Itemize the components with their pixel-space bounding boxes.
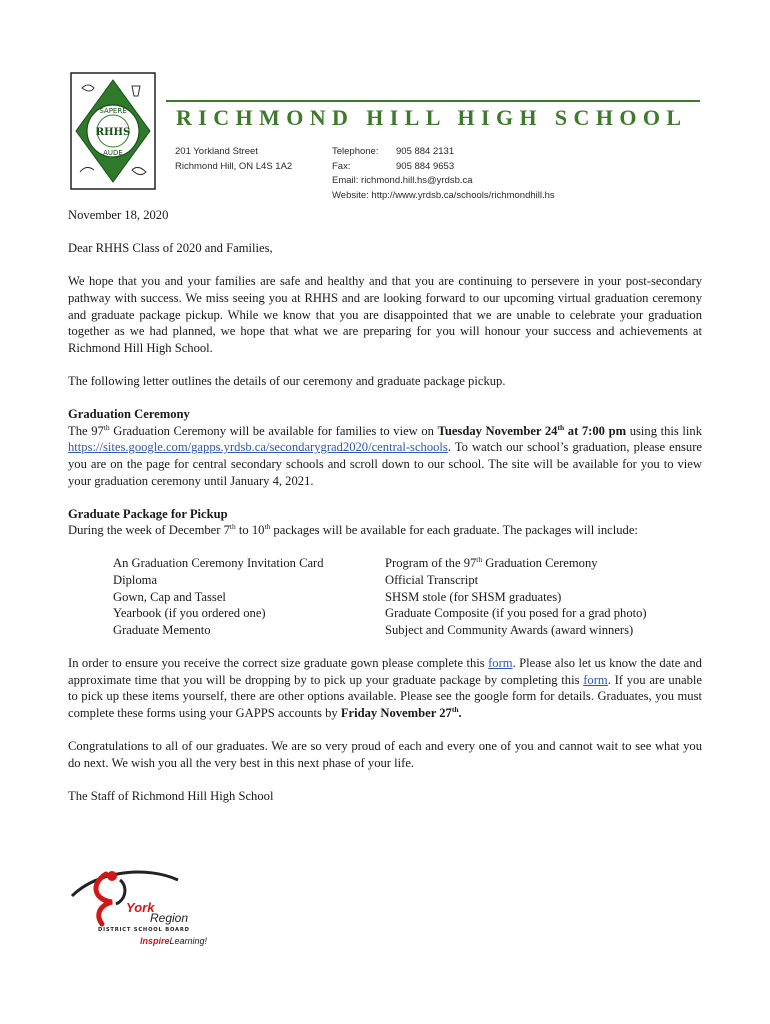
school-address bbox=[175, 145, 292, 174]
school-contact bbox=[332, 145, 555, 203]
york-region-logo bbox=[68, 866, 218, 948]
package-items bbox=[68, 555, 702, 638]
school-name: RICHMOND HILL HIGH SCHOOL bbox=[176, 105, 688, 130]
crest-initials: RHHS bbox=[95, 127, 131, 138]
list-item: Official Transcript bbox=[385, 573, 479, 588]
forms-paragraph: In order to ensure you receive the correct size graduate gown please complete this form. Please also let us know the date and approximate time that you will be dropping by to pick up your graduate package by completing this form. If you are unable to pick up these items yourself, there are other options available. Please see the google form for details. Graduates, you must complete these forms using your GAPPS accounts by Friday November 27th. bbox=[68, 656, 702, 720]
ceremony-heading: Graduation Ceremony bbox=[68, 407, 190, 422]
package-items-left bbox=[113, 555, 385, 638]
header-divider bbox=[166, 100, 700, 102]
logo-tagline: InspireLearning! bbox=[140, 936, 208, 946]
crest-motto-top: SAPERE bbox=[99, 107, 127, 115]
letter-body bbox=[68, 207, 702, 804]
salutation: Dear RHHS Class of 2020 and Families, bbox=[68, 241, 273, 256]
outline-paragraph: The following letter outlines the details of our ceremony and graduate package pickup. bbox=[68, 373, 506, 388]
package-heading: Graduate Package for Pickup bbox=[68, 506, 228, 521]
crest-motto-bottom: AUDE bbox=[103, 149, 123, 157]
list-item: Gown, Cap and Tassel bbox=[113, 589, 226, 604]
closing-paragraph: Congratulations to all of our graduates. We are so very proud of each and every one of you and cannot wait to see what you do next. We wish you all the very best in this next phase of your life. bbox=[68, 739, 702, 770]
address-line-1: 201 Yorkland Street bbox=[175, 146, 258, 157]
school-crest-logo bbox=[70, 72, 156, 190]
package-items-right bbox=[385, 555, 657, 638]
list-item: An Graduation Ceremony Invitation Card bbox=[113, 556, 324, 571]
pickup-form-link[interactable]: form bbox=[583, 672, 608, 687]
telephone-label: Telephone: bbox=[332, 146, 379, 157]
list-item: Yearbook (if you ordered one) bbox=[113, 606, 266, 621]
logo-region-text: Region bbox=[150, 911, 189, 925]
letter-date: November 18, 2020 bbox=[68, 208, 169, 222]
package-paragraph: During the week of December 7th to 10th packages will be available for each graduate. The packages will include: bbox=[68, 522, 638, 538]
logo-board-text: DISTRICT SCHOOL BOARD bbox=[98, 927, 190, 933]
gown-form-link[interactable]: form bbox=[488, 656, 513, 671]
list-item: Graduate Composite (if you posed for a grad photo) bbox=[385, 606, 647, 621]
fax-label: Fax: bbox=[332, 160, 351, 172]
fax-number: 905 884 9653 bbox=[396, 160, 455, 172]
email-line: Email: richmond.hill.hs@yrdsb.ca bbox=[332, 175, 473, 186]
address-line-2: Richmond Hill, ON L4S 1A2 bbox=[175, 160, 293, 172]
ceremony-link[interactable]: https://sites.google.com/gapps.yrdsb.ca/secondarygrad2020/central-schools bbox=[68, 440, 448, 455]
website-line: Website: http://www.yrdsb.ca/schools/richmondhill.hs bbox=[332, 189, 555, 201]
list-item: SHSM stole (for SHSM graduates) bbox=[385, 589, 562, 604]
logo-york-text: York bbox=[126, 900, 155, 915]
list-item: Subject and Community Awards (award winners) bbox=[385, 622, 634, 637]
list-item: Program of the 97th Graduation Ceremony bbox=[385, 555, 598, 571]
intro-paragraph: We hope that you and your families are safe and healthy and that you are continuing to persevere in your post-secondary pathway with success. We miss seeing you at RHHS and are looking forward to our upcoming virtual graduation ceremony and graduate package pickup. While we know that you are disappointed that we are unable to celebrate your graduation together as we had planned, we hope that what we are preparing for you will honour your success and achievements at Richmond Hill High School. bbox=[68, 274, 702, 355]
ceremony-paragraph: The 97th Graduation Ceremony will be available for families to view on Tuesday November 24th at 7:00 pm using this link https://sites.google.com/gapps.yrdsb.ca/secondarygrad2020/central-schools. To watch our school’s graduation, please ensure you are on the page for central secondary schools and scroll down to our school. The site will be available for you to view your graduation ceremony until January 4, 2021. bbox=[68, 422, 703, 488]
signature: The Staff of Richmond Hill High School bbox=[68, 788, 274, 803]
telephone-number: 905 884 2131 bbox=[396, 146, 455, 157]
list-item: Graduate Memento bbox=[113, 622, 211, 637]
list-item: Diploma bbox=[113, 573, 158, 588]
